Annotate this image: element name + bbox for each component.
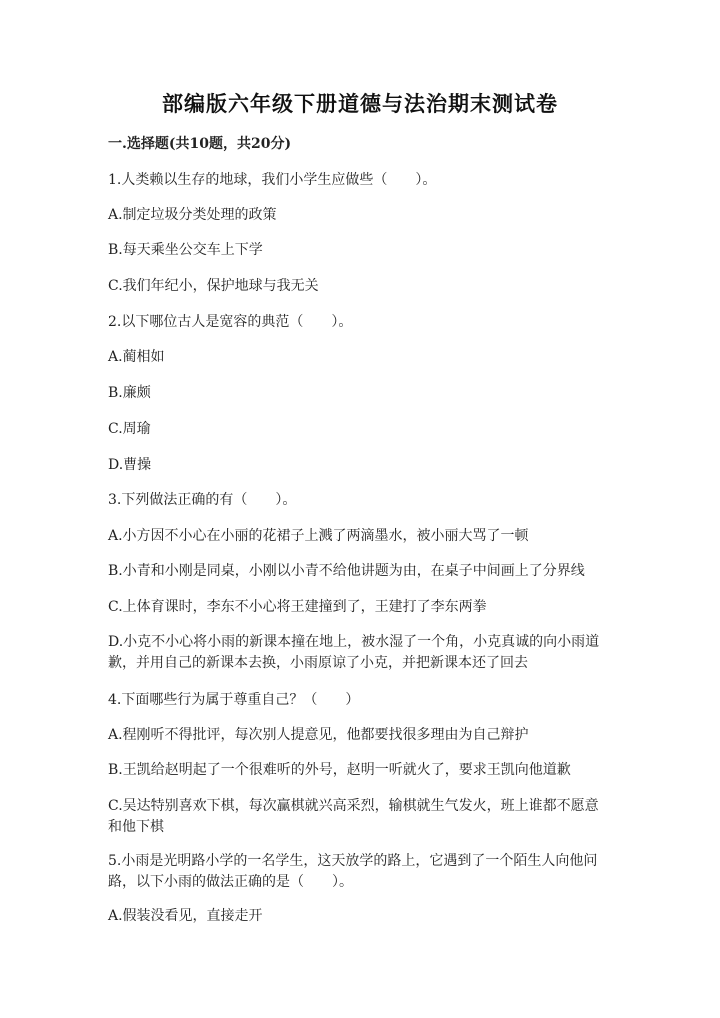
- page-title: 部编版六年级下册道德与法治期末测试卷: [162, 91, 558, 116]
- question-2-option-a: A.蔺相如: [108, 349, 165, 365]
- question-3-option-b: B.小青和小刚是同桌，小刚以小青不给他讲题为由，在桌子中间画上了分界线: [108, 563, 585, 579]
- section-heading: 一.选择题(共10题，共20分): [108, 136, 292, 152]
- question-4-option-a: A.程刚听不得批评，每次别人提意见，他都要找很多理由为自己辩护: [108, 727, 529, 743]
- question-1-stem: 1.人类赖以生存的地球，我们小学生应做些（ ）。: [108, 172, 437, 188]
- question-3-stem: 3.下列做法正确的有（ ）。: [108, 492, 297, 508]
- question-2-option-b: B.廉颇: [108, 385, 151, 401]
- question-4-stem: 4.下面哪些行为属于尊重自己？（ ）: [108, 692, 360, 708]
- question-1-option-b: B.每天乘坐公交车上下学: [108, 242, 263, 258]
- question-1-option-a: A.制定垃圾分类处理的政策: [108, 207, 277, 223]
- question-5-stem: 5.小雨是光明路小学的一名学生，这天放学的路上，它遇到了一个陌生人向他问路，以下小雨的做法正确的是（ ）。: [108, 853, 598, 890]
- question-2-stem: 2.以下哪位古人是宽容的典范（ ）。: [108, 314, 353, 330]
- question-2-option-c: C.周瑜: [108, 421, 151, 437]
- question-3-option-a: A.小方因不小心在小丽的花裙子上溅了两滴墨水，被小丽大骂了一顿: [108, 528, 529, 544]
- question-4-option-c: C.吴达特别喜欢下棋，每次赢棋就兴高采烈，输棋就生气发火，班上谁都不愿意和他下棋: [108, 798, 599, 835]
- question-3-option-c: C.上体育课时，李东不小心将王建撞到了，王建打了李东两拳: [108, 599, 487, 615]
- question-3-option-d: D.小克不小心将小雨的新课本撞在地上，被水湿了一个角，小克真诚的向小雨道歉，并用自己的新课本去换，小雨原谅了小克，并把新课本还了回去: [108, 634, 600, 671]
- question-1-option-c: C.我们年纪小，保护地球与我无关: [108, 278, 319, 294]
- question-5-option-a: A.假装没看见，直接走开: [108, 908, 263, 924]
- question-4-option-b: B.王凯给赵明起了一个很难听的外号，赵明一听就火了，要求王凯向他道歉: [108, 762, 571, 778]
- question-2-option-d: D.曹操: [108, 457, 152, 473]
